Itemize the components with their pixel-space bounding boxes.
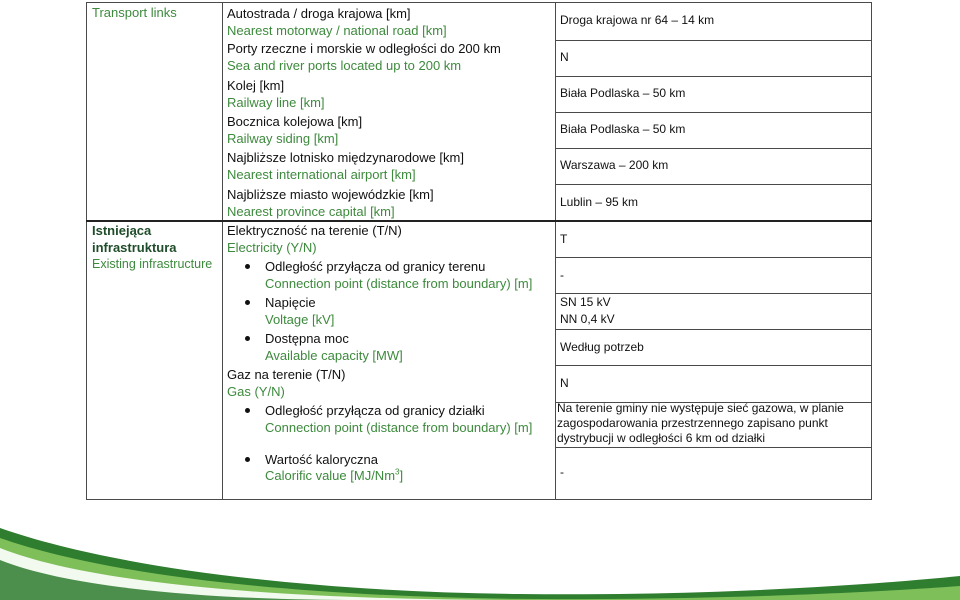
- row-value: Droga krajowa nr 64 – 14 km: [560, 13, 715, 27]
- row-divider: [555, 76, 872, 77]
- row-label-pl: Bocznica kolejowa [km]: [227, 114, 363, 129]
- row-value: T: [560, 232, 568, 246]
- row-divider: [555, 184, 872, 185]
- row-divider: [555, 40, 872, 41]
- row-label-en: Electricity (Y/N): [227, 240, 317, 255]
- row-label-pl: Kolej [km]: [227, 78, 285, 93]
- row-value: Biała Podlaska – 50 km: [560, 86, 686, 100]
- row-label-en: Connection point (distance from boundary) [m]: [265, 420, 533, 435]
- row-label-en: Available capacity [MW]: [265, 348, 403, 363]
- row-value: Warszawa – 200 km: [560, 158, 669, 172]
- section-label-infrastructure-en: Existing infrastructure: [92, 257, 213, 271]
- row-label-en: Nearest province capital [km]: [227, 204, 395, 219]
- bullet-icon: [245, 457, 250, 462]
- row-label-pl: Elektryczność na terenie (T/N): [227, 223, 402, 238]
- row-divider: [555, 112, 872, 113]
- bullet-icon: [245, 264, 250, 269]
- row-label-pl: Gaz na terenie (T/N): [227, 367, 346, 382]
- table-border-left: [86, 2, 87, 500]
- row-label-pl: Odległość przyłącza od granicy terenu: [265, 259, 486, 274]
- row-label-en: Connection point (distance from boundary) [m]: [265, 276, 533, 291]
- row-label-pl: Najbliższe miasto wojewódzkie [km]: [227, 187, 434, 202]
- section-divider: [86, 220, 872, 222]
- table-border-top: [86, 2, 872, 3]
- row-label-pl: Napięcie: [265, 295, 316, 310]
- row-label-en: [265, 467, 403, 484]
- row-value-secondary: NN 0,4 kV: [560, 312, 615, 326]
- unit-prefix: Calorific value [MJ/Nm: [265, 468, 396, 483]
- row-divider: [555, 257, 872, 258]
- row-divider: [555, 329, 872, 330]
- row-value: -: [560, 268, 564, 282]
- row-value: Biała Podlaska – 50 km: [560, 122, 686, 136]
- section-label-transport: Transport links: [92, 5, 177, 20]
- row-label-en: Voltage [kV]: [265, 312, 335, 327]
- row-label-pl: Porty rzeczne i morskie w odległości do 200 km: [227, 41, 501, 56]
- row-value: Lublin – 95 km: [560, 195, 639, 209]
- row-label-pl: Autostrada / droga krajowa [km]: [227, 6, 411, 21]
- section-label-infrastructure-pl-2: infrastruktura: [92, 240, 177, 255]
- row-label-pl: Wartość kaloryczna: [265, 452, 378, 467]
- row-value: -: [560, 465, 564, 479]
- column-divider-1: [222, 2, 223, 500]
- row-label-pl: Dostępna moc: [265, 331, 349, 346]
- row-divider: [555, 148, 872, 149]
- row-label-en: Nearest motorway / national road [km]: [227, 23, 447, 38]
- decorative-footer-swoosh: [0, 500, 960, 600]
- bullet-icon: [245, 336, 250, 341]
- unit-suffix: ]: [399, 468, 404, 483]
- bullet-icon: [245, 408, 250, 413]
- row-divider: [555, 365, 872, 366]
- row-divider: [555, 447, 872, 448]
- row-label-pl: Odległość przyłącza od granicy działki: [265, 403, 485, 418]
- row-label-en: Railway siding [km]: [227, 131, 339, 146]
- row-label-pl: Najbliższe lotnisko międzynarodowe [km]: [227, 150, 464, 165]
- section-label-infrastructure-pl-1: Istniejąca: [92, 223, 152, 238]
- unit-superscript: 3: [395, 467, 400, 477]
- bullet-icon: [245, 300, 250, 305]
- row-value: N: [560, 50, 569, 64]
- row-value: SN 15 kV: [560, 295, 611, 309]
- row-label-en: Sea and river ports located up to 200 km: [227, 58, 462, 73]
- row-label-en: Railway line [km]: [227, 95, 325, 110]
- row-value: N: [560, 376, 569, 390]
- row-label-en: Gas (Y/N): [227, 384, 285, 399]
- row-value: Na terenie gminy nie występuje sieć gazowa, w planie zagospodarowania przestrzennego zapisano punkt dystrybucji w odległości 6 km od działki: [557, 401, 844, 445]
- row-label-en: Nearest international airport [km]: [227, 167, 416, 182]
- row-value: Według potrzeb: [560, 340, 644, 354]
